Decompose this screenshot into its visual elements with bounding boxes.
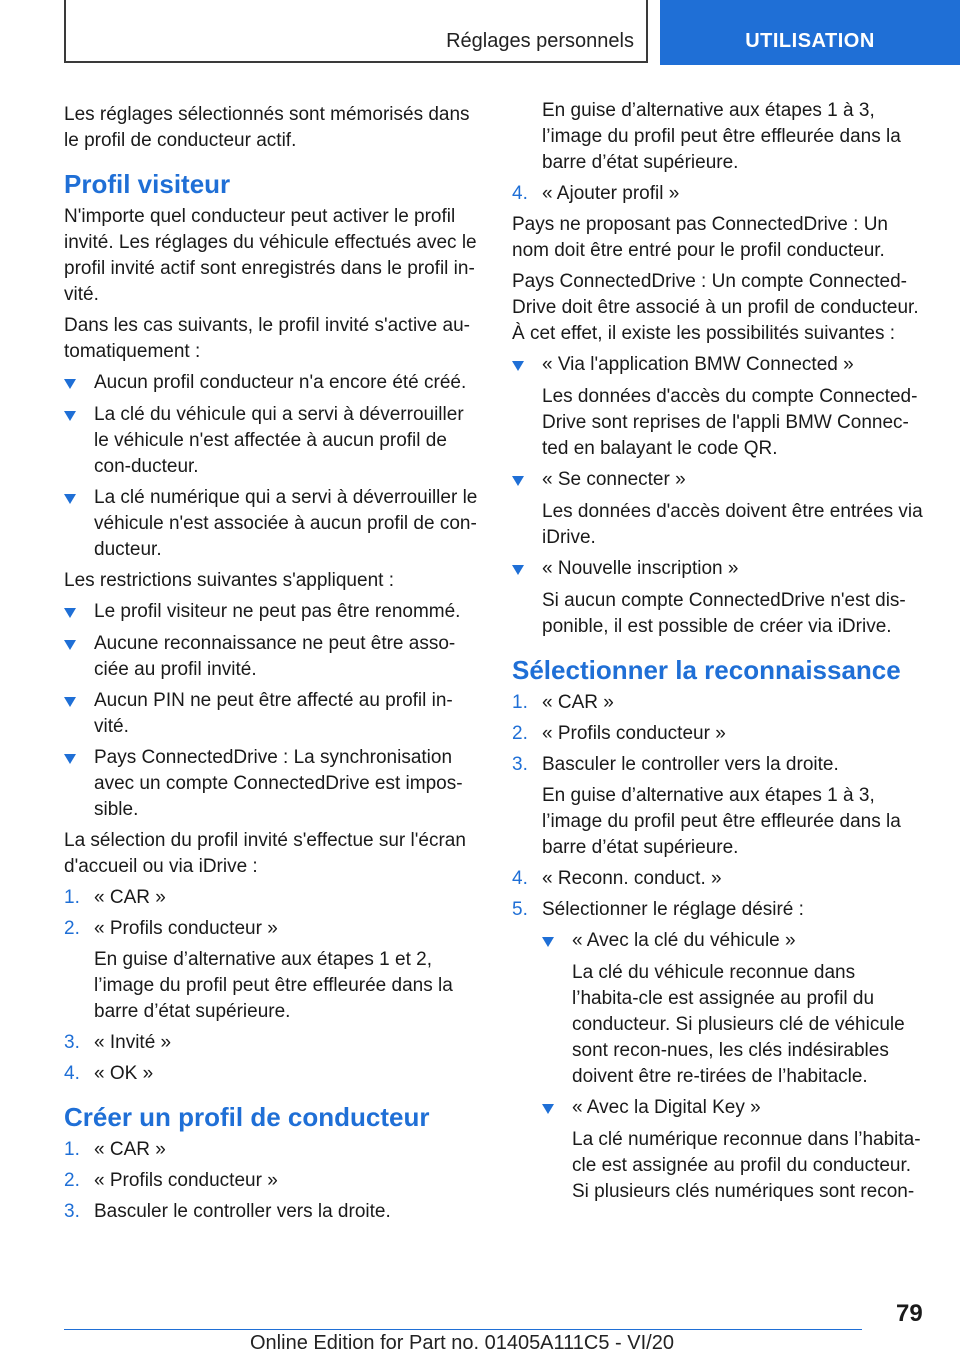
step-item: 3. Basculer le controller vers la droite. (512, 754, 839, 775)
step-item: 2. « Profils conducteur » (64, 918, 278, 939)
intro-paragraph: Les réglages sélectionnés sont mémorisés dans le profil de conducteur actif. (64, 104, 470, 151)
list-item: Le profil visiteur ne peut pas être renommé. (64, 599, 478, 626)
bullet-triangle-icon (512, 467, 542, 494)
option-description: Les données d'accès doivent être entrées via iDrive. (542, 501, 923, 548)
step-item: 1. « CAR » (64, 1139, 166, 1160)
bullet-triangle-icon (64, 402, 94, 480)
paragraph: Pays ConnectedDrive : Un compte Connected‐Drive doit être associé à un profil de conducteur. À cet effet, il existe les possibilités suivantes : (512, 271, 919, 344)
list-item: « Avec la Digital Key » (542, 1095, 926, 1122)
bullet-triangle-icon (64, 370, 94, 397)
bullet-triangle-icon (542, 1095, 572, 1122)
list-item: « Nouvelle inscription » (512, 556, 926, 583)
list-item: « Se connecter » (512, 467, 926, 494)
list-item: Aucun PIN ne peut être affecté au profil in‐vité. (64, 688, 478, 740)
step-item: 2. « Profils conducteur » (512, 723, 726, 744)
list-item: « Via l'application BMW Connected » (512, 352, 926, 379)
paragraph: Les restrictions suivantes s'appliquent : (64, 570, 394, 591)
step-item: 4. « Ajouter profil » (512, 183, 680, 204)
bullet-triangle-icon (64, 485, 94, 563)
list-item: Aucune reconnaissance ne peut être asso‐ciée au profil invité. (64, 631, 478, 683)
step-item: 4. « OK » (64, 1063, 154, 1084)
bullet-triangle-icon (64, 631, 94, 683)
bullet-triangle-icon (64, 688, 94, 740)
step-item: 1. « CAR » (512, 692, 614, 713)
list-item: Pays ConnectedDrive : La synchronisation avec un compte ConnectedDrive est impos‐sible. (64, 745, 478, 823)
list-item: « Avec la clé du véhicule » (542, 928, 926, 955)
right-column (512, 98, 926, 1210)
footer-divider (64, 1329, 862, 1330)
heading-selectionner-reconnaissance: Sélectionner la reconnaissance (512, 655, 901, 685)
step-item: 5. Sélectionner le réglage désiré : (512, 899, 804, 920)
left-column (64, 102, 478, 1230)
heading-profil-visiteur: Profil visiteur (64, 169, 231, 199)
list-item: Aucun profil conducteur n'a encore été créé. (64, 370, 478, 397)
footer-edition: Online Edition for Part no. 01405A111C5 - VI/20 (250, 1332, 674, 1354)
chapter-title: UTILISATION (745, 30, 875, 52)
option-description: La clé numérique reconnue dans l’habita‐cle est assignée au profil du conducteur. Si plusieurs clés numériques sont recon‐ (572, 1129, 921, 1202)
bullet-triangle-icon (64, 745, 94, 823)
bullet-triangle-icon (542, 928, 572, 955)
step-item: 3. « Invité » (64, 1032, 172, 1053)
step-item: 1. « CAR » (64, 887, 166, 908)
bullet-triangle-icon (512, 352, 542, 379)
bullet-triangle-icon (64, 599, 94, 626)
chapter-tab (660, 0, 960, 65)
paragraph: Dans les cas suivants, le profil invité s'active au‐tomatiquement : (64, 315, 470, 362)
option-description: La clé du véhicule reconnue dans l’habita‐cle est assignée au profil du conducteur. Si plusieurs clé de véhicule sont recon‐nues, les clés indésirables doivent être re‐tirées de l’habitacle. (572, 962, 905, 1087)
paragraph: N'importe quel conducteur peut activer le profil invité. Les réglages du véhicule effectués avec le profil invité actif sont enregistrés dans le profil in‐vité. (64, 206, 477, 305)
step-item: 4. « Reconn. conduct. » (512, 868, 722, 889)
step-item: 3. Basculer le controller vers la droite. (64, 1201, 391, 1222)
option-description: Si aucun compte ConnectedDrive n'est dis‐ponible, il est possible de créer via iDrive. (542, 590, 906, 637)
section-title: Réglages personnels (446, 30, 634, 52)
step-item: 2. « Profils conducteur » (64, 1170, 278, 1191)
page-header (64, 0, 960, 64)
page-number: 79 (896, 1300, 923, 1327)
step-note: En guise d’alternative aux étapes 1 à 3, l’image du profil peut être effleurée dans la barre d’état supérieure. (542, 100, 901, 173)
bullet-triangle-icon (512, 556, 542, 583)
section-tab (64, 0, 648, 63)
paragraph: La sélection du profil invité s'effectue sur l'écran d'accueil ou via iDrive : (64, 830, 466, 877)
step-note: En guise d’alternative aux étapes 1 et 2, l’image du profil peut être effleurée dans la barre d’état supérieure. (94, 949, 453, 1022)
heading-creer-profil: Créer un profil de conducteur (64, 1102, 430, 1132)
list-item: La clé numérique qui a servi à déverrouiller le véhicule n'est associée à aucun profil de con‐ducteur. (64, 485, 478, 563)
step-note: En guise d’alternative aux étapes 1 à 3, l’image du profil peut être effleurée dans la barre d’état supérieure. (542, 785, 901, 858)
option-description: Les données d'accès du compte Connected‐Drive sont reprises de l'appli BMW Connec‐ted en balayant le code QR. (542, 386, 918, 459)
paragraph: Pays ne proposant pas ConnectedDrive : Un nom doit être entré pour le profil conducteur. (512, 214, 888, 261)
list-item: La clé du véhicule qui a servi à déverrouiller le véhicule n'est affectée à aucun profil de con‐ducteur. (64, 402, 478, 480)
